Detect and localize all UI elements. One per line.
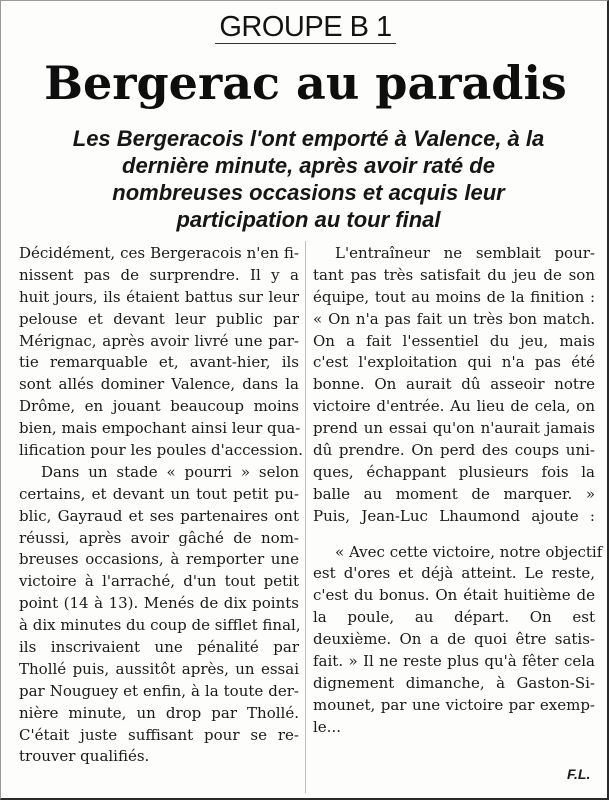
- body-line: c'est l'exploitation qui n'a pas été: [313, 353, 595, 372]
- body-line: tie remarquable et, avant-hier, ils: [19, 353, 299, 372]
- body-line: dû prendre. On perd des coups uni-: [313, 441, 595, 460]
- body-line: « On n'a pas fait un très bon match.: [313, 309, 595, 328]
- body-line: dignement dimanche, à Gaston-Si-: [313, 673, 595, 692]
- body-line: nière minute, un drop par Thollé.: [19, 703, 299, 722]
- body-line: bonne. On aurait dû asseoir notre: [313, 375, 595, 394]
- deck-line: nombreuses occasions et acquis leur: [112, 180, 505, 205]
- body-line: deuxième. On a de quoi être satis-: [313, 630, 595, 649]
- body-line: victoire à l'arraché, d'un tout petit: [19, 572, 299, 591]
- body-line: ils inscrivaient une pénalité par: [19, 638, 299, 657]
- body-line: « Avec cette victoire, notre objectif: [335, 542, 603, 561]
- body-line: Dans un stade « pourri » selon: [41, 462, 299, 481]
- body-line: pelouse et devant leur public par: [19, 309, 299, 328]
- body-line: Puis, Jean-Luc Lhaumond ajoute :: [313, 506, 595, 525]
- body-line: Drôme, en jouant beaucoup moins: [19, 397, 299, 416]
- body-line: Décidément, ces Bergeracois n'en fi-: [19, 244, 299, 262]
- left-column: [19, 243, 304, 768]
- body-line: On a fait l'essentiel du jeu, mais: [313, 331, 595, 350]
- section-heading: [1, 11, 609, 47]
- body-line: est d'ores et déjà atteint. Le reste,: [313, 564, 595, 583]
- body-line: point (14 à 13). Menés de dix points: [19, 594, 299, 613]
- column-divider: [305, 241, 306, 793]
- body-line: par Nouguey et enfin, à la toute der-: [19, 681, 299, 700]
- right-column: [313, 243, 603, 739]
- body-line: ques, échappant plusieurs fois la: [313, 462, 595, 481]
- headline: Bergerac au paradis: [44, 56, 567, 110]
- body-line: à dix minutes du coup de sifflet final,: [19, 616, 301, 635]
- body-line: Thollé puis, aussitôt après, un essai: [19, 659, 299, 678]
- body-line: victoire d'entrée. Au lieu de cela, on: [313, 397, 595, 416]
- body-line: prend un essai qu'on n'aurait jamais: [313, 419, 595, 438]
- body-line: sont allés dominer Valence, dans la: [19, 375, 299, 394]
- deck-line: participation au tour final: [176, 207, 441, 232]
- body-line: bien, mais empochant ainsi leur qua-: [19, 419, 301, 438]
- body-line: équipe, tout au moins de la finition :: [313, 287, 595, 306]
- body-line: breuses occasions, à remporter une: [19, 550, 299, 569]
- body-line: balle au moment de marquer. »: [313, 484, 595, 503]
- body-line: lification pour les poules d'accession.: [19, 441, 304, 460]
- author-signature: F.L.: [567, 766, 591, 782]
- body-line: C'était juste suffisant pour se re-: [19, 725, 299, 744]
- body-line: la poule, au départ. On est: [313, 608, 595, 627]
- body-line: mounet, par une victoire par exemp-: [313, 695, 595, 714]
- body-line: le...: [313, 717, 341, 736]
- body-line: c'est du bonus. On était huitième de: [313, 586, 595, 605]
- section-label: GROUPE B 1: [215, 11, 395, 44]
- body-line: certains, et devant un tout petit pu-: [19, 484, 299, 503]
- body-line: Mérignac, après avoir livré une par-: [19, 331, 299, 350]
- deck-line: Les Bergeracois l'ont emporté à Valence, à la: [72, 126, 545, 151]
- body-line: réussi, après avoir gâché de nom-: [19, 528, 299, 547]
- deck-line: dernière minute, après avoir raté de: [122, 153, 495, 178]
- body-line: tant pas très satisfait du jeu de son: [313, 265, 595, 284]
- body-line: L'entraîneur ne semblait pour-: [335, 244, 595, 262]
- body-line: huit jours, ils étaient battus sur leur: [19, 287, 299, 306]
- body-line: blic, Gayraud et ses partenaires ont: [19, 506, 299, 525]
- deck-subheadline: [17, 125, 600, 233]
- body-line: nissent pas de surprendre. Il y a: [19, 265, 299, 284]
- body-line: trouver qualifiés.: [19, 747, 150, 766]
- paragraph-gap: [313, 528, 595, 542]
- body-line: fait. » Il ne reste plus qu'à fêter cela: [313, 652, 595, 671]
